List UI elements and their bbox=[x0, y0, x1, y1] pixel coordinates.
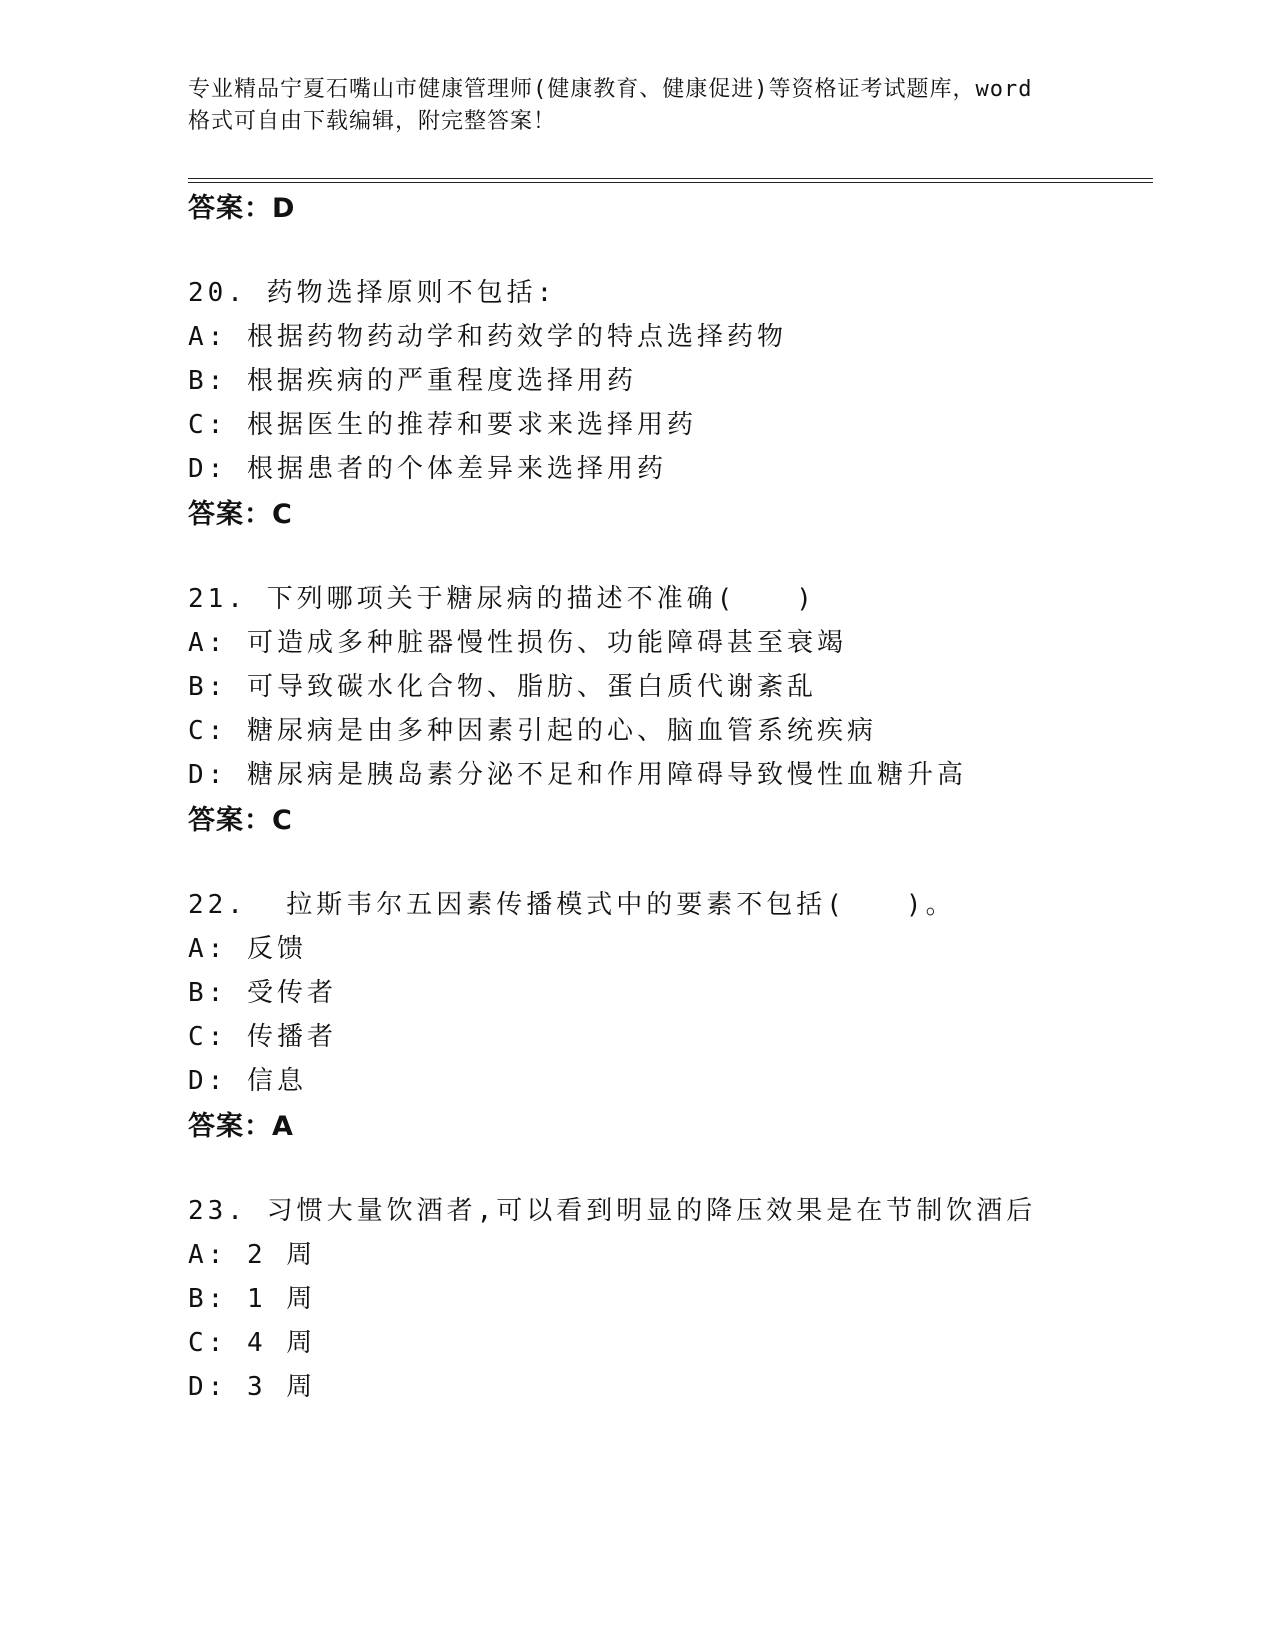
answer-line: 答案：A bbox=[188, 1111, 294, 1142]
question-stem: 20. 药物选择原则不包括: bbox=[188, 278, 557, 308]
option-d: D: 3 周 bbox=[188, 1372, 317, 1402]
option-d: D: 糖尿病是胰岛素分泌不足和作用障碍导致慢性血糖升高 bbox=[188, 760, 967, 790]
option-b: B: 可导致碳水化合物、脂肪、蛋白质代谢紊乱 bbox=[188, 672, 817, 702]
option-a: A: 可造成多种脏器慢性损伤、功能障碍甚至衰竭 bbox=[188, 628, 847, 658]
option-c: C: 传播者 bbox=[188, 1022, 337, 1052]
option-b: B: 受传者 bbox=[188, 978, 337, 1008]
question-stem: 23. 习惯大量饮酒者,可以看到明显的降压效果是在节制饮酒后 bbox=[188, 1196, 1037, 1226]
option-c: C: 糖尿病是由多种因素引起的心、脑血管系统疾病 bbox=[188, 716, 877, 746]
option-c: C: 4 周 bbox=[188, 1328, 317, 1358]
answer-line: 答案：C bbox=[188, 499, 293, 530]
question-stem: 22. 拉斯韦尔五因素传播模式中的要素不包括( )。 bbox=[188, 890, 956, 920]
document-header bbox=[188, 74, 1088, 138]
answer-line: 答案：D bbox=[188, 193, 296, 224]
option-c: C: 根据医生的推荐和要求来选择用药 bbox=[188, 410, 697, 440]
header-divider bbox=[188, 178, 1153, 183]
option-a: A: 2 周 bbox=[188, 1240, 317, 1270]
option-a: A: 根据药物药动学和药效学的特点选择药物 bbox=[188, 322, 787, 352]
answer-line: 答案：C bbox=[188, 805, 293, 836]
option-d: D: 根据患者的个体差异来选择用药 bbox=[188, 454, 667, 484]
option-d: D: 信息 bbox=[188, 1066, 307, 1096]
option-a: A: 反馈 bbox=[188, 934, 307, 964]
header-line-2: 格式可自由下载编辑，附完整答案！ bbox=[188, 109, 557, 134]
header-line-1: 专业精品宁夏石嘴山市健康管理师(健康教育、健康促进)等资格证考试题库，word bbox=[188, 77, 1033, 102]
option-b: B: 1 周 bbox=[188, 1284, 317, 1314]
question-stem: 21. 下列哪项关于糖尿病的描述不准确( ) bbox=[188, 584, 816, 614]
option-b: B: 根据疾病的严重程度选择用药 bbox=[188, 366, 637, 396]
